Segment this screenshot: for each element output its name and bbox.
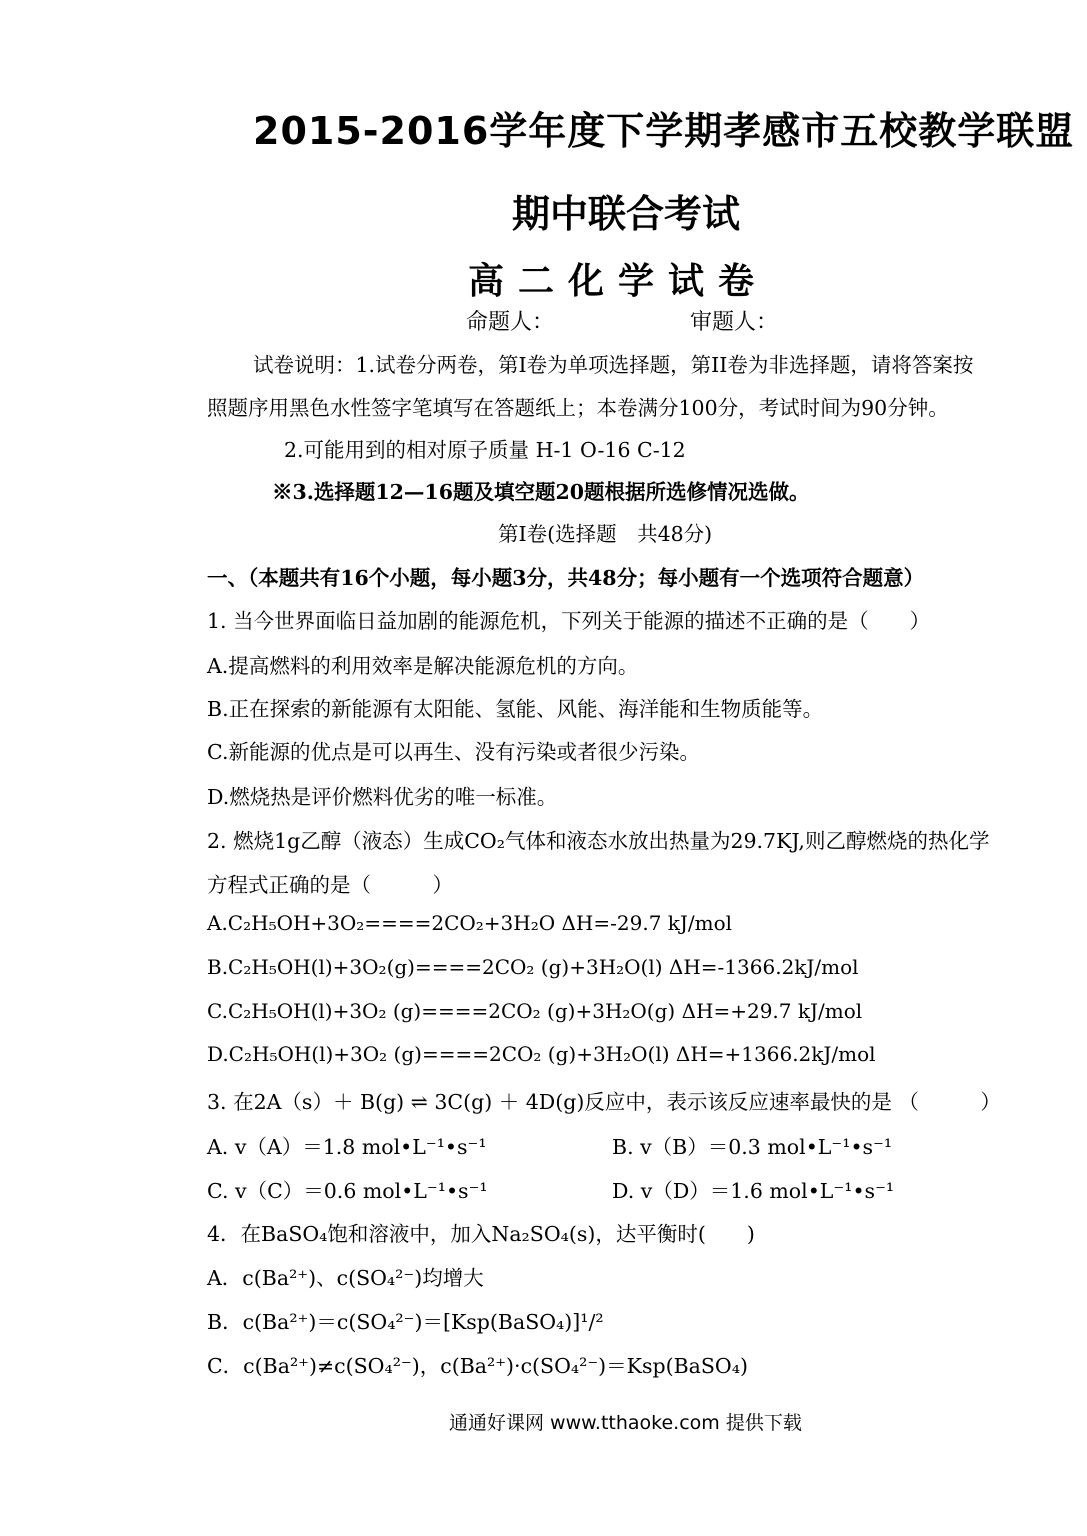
q4-option-a: A．c(Ba²⁺)、c(SO₄²⁻)均增大: [207, 1266, 484, 1290]
q3-option-d: D. v（D）＝1.6 mol•L⁻¹•s⁻¹: [612, 1179, 895, 1203]
reviewer-label: 审题人：: [690, 310, 779, 335]
part-title: 一、（本题共有16个小题，每小题3分，共48分；每小题有一个选项符合题意）: [207, 566, 925, 590]
q3-option-b: B. v（B）＝0.3 mol•L⁻¹•s⁻¹: [612, 1135, 893, 1159]
q2-option-c: C.C₂H₅OH(l)+3O₂ (g)====2CO₂ (g)+3H₂O(g) ΔH=+29.7 kJ/mol: [207, 999, 863, 1023]
q2-stem-line1: 2. 燃烧1g乙醇（液态）生成CO₂气体和液态水放出热量为29.7KJ,则乙醇燃烧的热化学: [207, 829, 990, 853]
author-label: 命题人：: [466, 310, 555, 335]
exam-title-line2: 期中联合考试: [512, 192, 741, 236]
q2-option-b: B.C₂H₅OH(l)+3O₂(g)====2CO₂ (g)+3H₂O(l) ΔH=-1366.2kJ/mol: [207, 955, 859, 979]
instructions-line3: 2.可能用到的相对原子质量 H-1 O-16 C-12: [284, 438, 686, 462]
q1-option-a: A.提高燃料的利用效率是解决能源危机的方向。: [207, 654, 639, 678]
q3-stem: 3. 在2A（s）＋ B(g) ⇌ 3C(g) ＋ 4D(g)反应中，表示该反应速率最快的是 （ ）: [207, 1090, 1001, 1114]
q4-option-b: B．c(Ba²⁺)＝c(SO₄²⁻)＝[Ksp(BaSO₄)]¹/²: [207, 1310, 604, 1334]
q2-stem-line2: 方程式正确的是（ ）: [207, 873, 453, 897]
authors-line: [466, 305, 778, 336]
q1-option-c: C.新能源的优点是可以再生、没有污染或者很少污染。: [207, 740, 700, 764]
q3-option-c: C. v（C）＝0.6 mol•L⁻¹•s⁻¹: [207, 1179, 488, 1203]
q4-stem: 4．在BaSO₄饱和溶液中，加入Na₂SO₄(s)，达平衡时( ): [207, 1222, 755, 1246]
q3-option-a: A. v（A）＝1.8 mol•L⁻¹•s⁻¹: [207, 1135, 487, 1159]
instructions-line1: 试卷说明：1.试卷分两卷，第I卷为单项选择题，第II卷为非选择题，请将答案按: [253, 353, 974, 377]
q4-option-c: C．c(Ba²⁺)≠c(SO₄²⁻)，c(Ba²⁺)·c(SO₄²⁻)＝Ksp(BaSO₄): [207, 1354, 748, 1378]
exam-title-line1: 2015-2016学年度下学期孝感市五校教学联盟: [253, 109, 1075, 153]
q2-option-a: A.C₂H₅OH+3O₂====2CO₂+3H₂O ΔH=-29.7 kJ/mol: [207, 911, 733, 935]
volume-title: 第I卷(选择题 共48分): [498, 522, 713, 546]
instructions-line2: 照题序用黑色水性签字笔填写在答题纸上；本卷满分100分，考试时间为90分钟。: [207, 396, 949, 420]
exam-subject-title: 高二化学试卷: [468, 260, 769, 302]
q2-option-d: D.C₂H₅OH(l)+3O₂ (g)====2CO₂ (g)+3H₂O(l) ΔH=+1366.2kJ/mol: [207, 1042, 876, 1066]
footer-download-notice: 通通好课网 www.tthaoke.com 提供下载: [449, 1412, 802, 1434]
q1-stem: 1. 当今世界面临日益加剧的能源危机，下列关于能源的描述不正确的是（ ）: [207, 609, 931, 633]
q1-option-d: D.燃烧热是评价燃料优劣的唯一标准。: [207, 785, 558, 809]
q1-option-b: B.正在探索的新能源有太阳能、氢能、风能、海洋能和生物质能等。: [207, 697, 824, 721]
instructions-line4: ※3.选择题12—16题及填空题20题根据所选修情况选做。: [272, 480, 810, 504]
